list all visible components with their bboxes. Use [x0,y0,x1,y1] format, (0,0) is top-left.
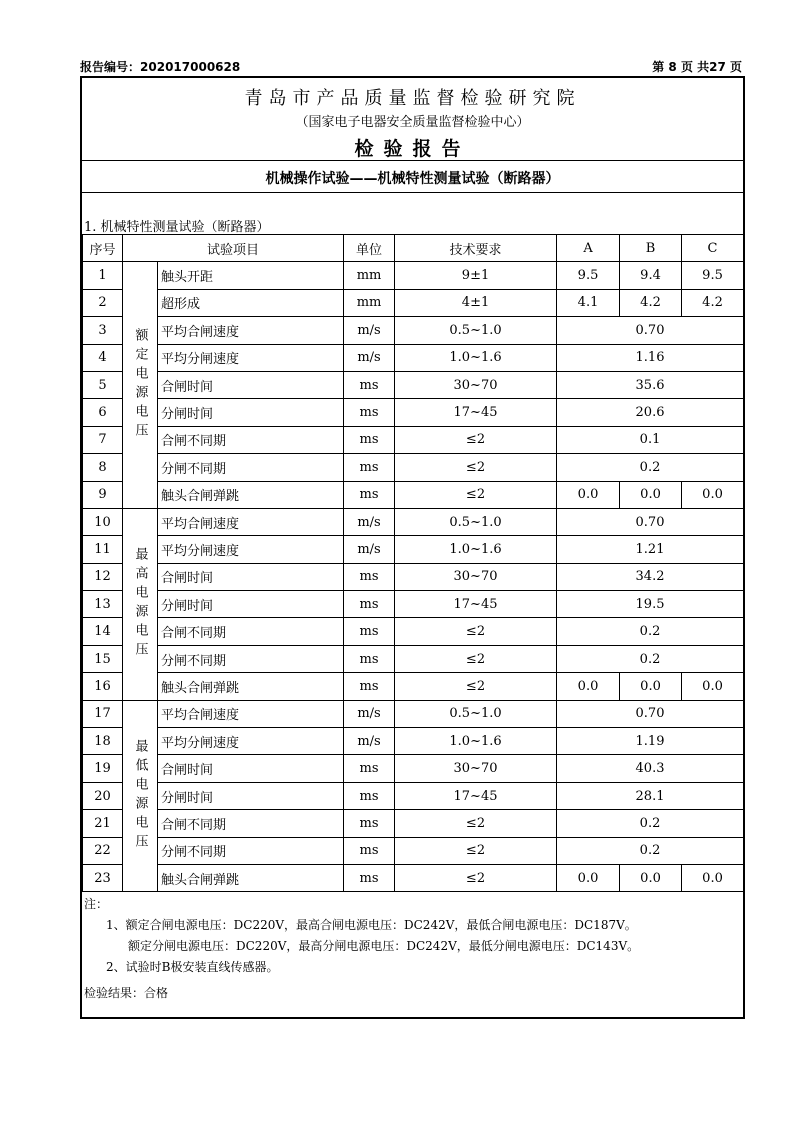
row-number: 2 [83,289,123,316]
table-row [83,317,744,344]
table-row [83,864,744,891]
table-row [83,508,744,535]
row-number: 23 [83,864,123,891]
table-row [83,262,744,289]
test-item: 平均合闸速度 [158,508,344,535]
requirement-cell: 1.0~1.6 [395,536,557,563]
report-number [80,58,240,75]
table-row [83,782,744,809]
merged-value-cell: 0.70 [557,317,744,344]
value-b-cell: 9.4 [620,262,682,289]
row-number: 5 [83,371,123,398]
value-a-cell: 0.0 [557,673,620,700]
institute-title: 青岛市产品质量监督检验研究院 [244,88,581,109]
row-number: 8 [83,454,123,481]
table-row [83,371,744,398]
note-line-2: 2、试验时B极安装直线传感器。 [106,960,279,974]
requirement-cell: 1.0~1.6 [395,344,557,371]
test-item: 平均合闸速度 [158,317,344,344]
unit-cell: ms [344,481,395,508]
requirement-cell: 0.5~1.0 [395,508,557,535]
requirement-cell: ≤2 [395,618,557,645]
requirement-cell: 4±1 [395,289,557,316]
table-row [83,810,744,837]
merged-value-cell: 0.2 [557,810,744,837]
row-number: 17 [83,700,123,727]
voltage-group-text: 最高电源电压 [132,547,148,662]
unit-cell: m/s [344,728,395,755]
table-row [83,645,744,672]
voltage-group-text: 最低电源电压 [132,739,148,853]
requirement-cell: ≤2 [395,454,557,481]
row-number: 19 [83,755,123,782]
value-c-cell: 0.0 [682,673,744,700]
unit-cell: mm [344,262,395,289]
test-item: 平均分闸速度 [158,536,344,563]
merged-value-cell: 0.70 [557,700,744,727]
unit-cell: ms [344,618,395,645]
merged-value-cell: 19.5 [557,591,744,618]
merged-value-cell: 0.2 [557,618,744,645]
requirement-cell: 30~70 [395,755,557,782]
row-number: 13 [83,591,123,618]
inspection-result [84,984,168,1001]
row-number: 15 [83,645,123,672]
col-header-no: 序号 [83,235,123,262]
voltage-group-label [123,700,158,892]
unit-cell: ms [344,810,395,837]
value-b-cell: 0.0 [620,481,682,508]
test-item: 平均合闸速度 [158,700,344,727]
row-number: 11 [83,536,123,563]
value-b-cell: 4.2 [620,289,682,316]
value-a-cell: 0.0 [557,481,620,508]
test-item: 合闸不同期 [158,618,344,645]
report-title: 检验报告 [354,138,471,160]
test-item: 分闸不同期 [158,645,344,672]
test-item: 合闸不同期 [158,810,344,837]
test-item: 触头合闸弹跳 [158,673,344,700]
row-number: 12 [83,563,123,590]
value-c-cell: 0.0 [682,481,744,508]
notes [84,894,639,978]
test-item: 平均分闸速度 [158,344,344,371]
unit-cell: ms [344,371,395,398]
row-number: 18 [83,728,123,755]
unit-cell: m/s [344,700,395,727]
unit-cell: ms [344,864,395,891]
requirement-cell: ≤2 [395,673,557,700]
table-row [83,426,744,453]
row-number: 20 [83,782,123,809]
test-item: 分闸时间 [158,591,344,618]
unit-cell: ms [344,563,395,590]
row-number: 21 [83,810,123,837]
merged-value-cell: 0.2 [557,454,744,481]
value-c-cell: 4.2 [682,289,744,316]
requirement-cell: ≤2 [395,864,557,891]
note-line-1b: 额定分闸电源电压：DC220V，最高分闸电源电压：DC242V，最低分闸电源电压：DC143V。 [128,939,640,953]
test-item: 分闸时间 [158,782,344,809]
value-a-cell: 9.5 [557,262,620,289]
requirement-cell: ≤2 [395,837,557,864]
row-number: 6 [83,399,123,426]
requirement-cell: 17~45 [395,591,557,618]
table-row [83,399,744,426]
col-header-a: A [557,235,620,262]
test-item: 合闸时间 [158,755,344,782]
test-item: 触头合闸弹跳 [158,481,344,508]
report-frame [80,76,745,1019]
table-row [83,837,744,864]
row-number: 14 [83,618,123,645]
merged-value-cell: 34.2 [557,563,744,590]
requirement-cell: ≤2 [395,645,557,672]
value-b-cell: 0.0 [620,864,682,891]
voltage-group-text: 额定电源电压 [132,328,148,443]
value-c-cell: 0.0 [682,864,744,891]
table-row [83,344,744,371]
unit-cell: ms [344,454,395,481]
merged-value-cell: 0.70 [557,508,744,535]
requirement-cell: 9±1 [395,262,557,289]
row-number: 10 [83,508,123,535]
report-number-label: 报告编号： [80,60,141,74]
unit-cell: m/s [344,536,395,563]
requirement-cell: 0.5~1.0 [395,317,557,344]
table-row [83,536,744,563]
test-item: 超形成 [158,289,344,316]
value-c-cell: 9.5 [682,262,744,289]
col-header-c: C [682,235,744,262]
row-number: 1 [83,262,123,289]
table-row [83,673,744,700]
divider [82,160,743,161]
merged-value-cell: 1.21 [557,536,744,563]
page-info: 第 8 页 共27 页 [652,60,742,74]
requirement-cell: 0.5~1.0 [395,700,557,727]
test-item: 合闸时间 [158,563,344,590]
col-header-b: B [620,235,682,262]
divider [82,192,743,193]
unit-cell: ms [344,399,395,426]
test-item: 触头合闸弹跳 [158,864,344,891]
merged-value-cell: 0.2 [557,645,744,672]
requirement-cell: ≤2 [395,426,557,453]
center-subtitle: （国家电子电器安全质量监督检验中心） [295,115,530,130]
requirement-cell: ≤2 [395,810,557,837]
col-header-requirement: 技术要求 [395,235,557,262]
unit-cell: m/s [344,508,395,535]
merged-value-cell: 0.1 [557,426,744,453]
merged-value-cell: 40.3 [557,755,744,782]
unit-cell: m/s [344,344,395,371]
subsection-title: 1. 机械特性测量试验（断路器） [84,220,270,235]
result-value: 合格 [144,986,169,1000]
section-title: 机械操作试验——机械特性测量试验（断路器） [265,171,560,187]
requirement-cell: 30~70 [395,563,557,590]
row-number: 22 [83,837,123,864]
value-b-cell: 0.0 [620,673,682,700]
measurement-table [82,234,744,892]
note-line-1: 1、额定合闸电源电压：DC220V，最高合闸电源电压：DC242V，最低合闸电源电压：DC187V。 [106,918,637,932]
requirement-cell: 30~70 [395,371,557,398]
merged-value-cell: 0.2 [557,837,744,864]
requirement-cell: ≤2 [395,481,557,508]
row-number: 3 [83,317,123,344]
table-row [83,755,744,782]
test-item: 分闸时间 [158,399,344,426]
table-row [83,289,744,316]
unit-cell: ms [344,673,395,700]
col-header-unit: 单位 [344,235,395,262]
result-label: 检验结果： [84,986,145,1000]
test-item: 分闸不同期 [158,837,344,864]
table-row [83,454,744,481]
unit-cell: ms [344,426,395,453]
requirement-cell: 1.0~1.6 [395,728,557,755]
requirement-cell: 17~45 [395,399,557,426]
merged-value-cell: 28.1 [557,782,744,809]
table-row [83,618,744,645]
merged-value-cell: 1.19 [557,728,744,755]
col-header-item: 试验项目 [123,235,344,262]
report-number-value: 202017000628 [140,60,241,74]
test-item: 平均分闸速度 [158,728,344,755]
table-row [83,563,744,590]
table-header-row [83,235,744,262]
value-a-cell: 4.1 [557,289,620,316]
unit-cell: ms [344,591,395,618]
row-number: 7 [83,426,123,453]
test-item: 合闸时间 [158,371,344,398]
requirement-cell: 17~45 [395,782,557,809]
unit-cell: ms [344,755,395,782]
merged-value-cell: 20.6 [557,399,744,426]
value-a-cell: 0.0 [557,864,620,891]
test-item: 合闸不同期 [158,426,344,453]
unit-cell: ms [344,837,395,864]
merged-value-cell: 1.16 [557,344,744,371]
table-row [83,728,744,755]
voltage-group-label [123,508,158,700]
test-item: 触头开距 [158,262,344,289]
notes-label: 注： [84,897,109,911]
table-row [83,481,744,508]
unit-cell: m/s [344,317,395,344]
unit-cell: ms [344,645,395,672]
unit-cell: mm [344,289,395,316]
row-number: 9 [83,481,123,508]
test-item: 分闸不同期 [158,454,344,481]
row-number: 4 [83,344,123,371]
row-number: 16 [83,673,123,700]
voltage-group-label [123,262,158,509]
unit-cell: ms [344,782,395,809]
merged-value-cell: 35.6 [557,371,744,398]
table-row [83,591,744,618]
table-row [83,700,744,727]
